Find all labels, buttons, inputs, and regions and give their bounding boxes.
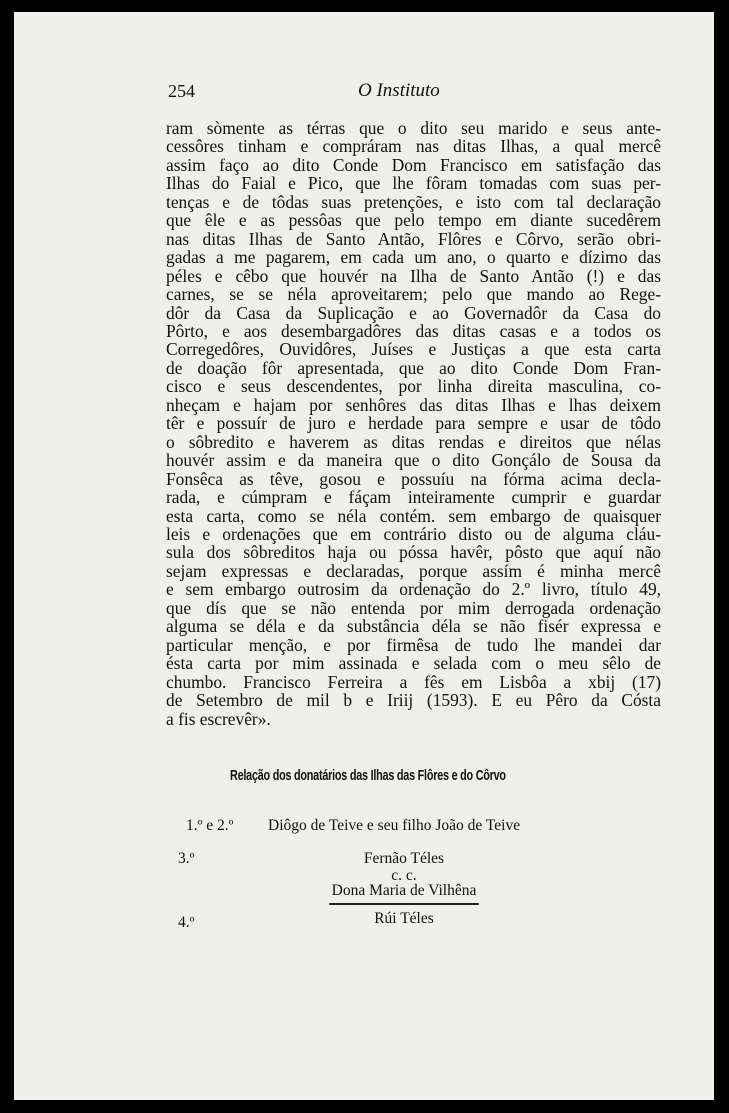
generation-label: 1.º e 2.º: [186, 817, 234, 834]
donatary-name: Fernão Téles: [363, 850, 445, 867]
text-line: Ilhas do Faial e Pico, que lhe fôram tomadas com suas per-: [166, 173, 661, 194]
text-line: dôr da Casa da Suplicação e ao Governadôr da Casa do: [166, 302, 661, 323]
text-line: tenças e de tôdas suas pretenções, e isto com tal declaração: [166, 191, 661, 212]
donatary-name: Rúi Téles: [374, 910, 434, 927]
text-line: leis e ordenações que em contrário disto ou de alguma cláu-: [166, 523, 661, 544]
text-line: o sôbredito e haverem as ditas rendas e direitos que nélas: [166, 431, 661, 452]
text-line: nheçam e hajam por senhôres das ditas Ilhas e lhas deixem: [166, 394, 661, 415]
descent-divider: [329, 903, 479, 905]
body-text: [166, 119, 661, 728]
text-line: que dís que se não entenda por mim derrogada ordenação: [166, 597, 661, 618]
text-line: péles e cêbo que houvér na Ilha de Santo Antão (!) e das: [166, 265, 661, 286]
text-line: chumbo. Francisco Ferreira a fês em Lisbôa a xbij (17): [166, 671, 661, 692]
text-line: de Setembro de mil b e Iriij (1593). E eu Pêro da Cósta: [166, 690, 661, 711]
married-to-abbrev: c. c.: [391, 867, 417, 884]
document-page: [14, 12, 714, 1100]
text-line: de doação fôr apresentada, que ao dito Conde Dom Fran-: [166, 357, 661, 378]
text-line: esta carta, como se néla contém. sem embargo de quaisquer: [166, 505, 661, 526]
text-line: têr e possuír de juro e herdade para sempre e usar de tôdo: [166, 413, 661, 434]
text-line: particular menção, e por firmêsa de tudo lhe mandei dar: [166, 634, 661, 655]
text-line: Fonsêca as têve, gosou e possuíu na fórma acima decla-: [166, 468, 661, 489]
text-line: sula dos sôbreditos haja ou póssa havêr, pôsto que aquí não: [166, 542, 661, 563]
generation-label: 4.º: [178, 914, 195, 931]
text-line: a fis escrevêr».: [166, 708, 271, 729]
text-line: ésta carta por mim assinada e selada com o meu sêlo de: [166, 653, 661, 674]
page-number: 254: [168, 81, 195, 101]
section-heading: Relação dos donatários das Ilhas das Flôres e do Côrvo: [230, 767, 506, 784]
text-line: carnes, se se néla aproveitarem; pelo que mando ao Rege-: [166, 284, 661, 305]
generation-label: 3.º: [178, 850, 195, 867]
text-line: alguma se déla e da substância déla se não fisér expressa e: [166, 616, 661, 637]
text-line: rada, e cúmpram e fáçam inteiramente cumprir e guardar: [166, 487, 661, 508]
text-line: que êle e as pessôas que pelo tempo em diante sucedêrem: [166, 210, 661, 231]
text-line: sejam expressas e declaradas, porque assím é minha mercê: [166, 560, 661, 581]
text-line: gadas a me pagarem, em cada um ano, o quarto e dízimo das: [166, 247, 661, 268]
donatary-name: Diôgo de Teive e seu filho João de Teive: [268, 817, 521, 834]
text-line: assim faço ao dito Conde Dom Francisco em satisfação das: [166, 154, 661, 175]
text-line: e sem embargo outrosim da ordenação do 2.º livro, título 49,: [166, 579, 661, 600]
text-line: nas ditas Ilhas de Santo Antão, Flôres e Côrvo, serão obri-: [166, 228, 661, 249]
spouse-name: Dona Maria de Vilhêna: [331, 882, 477, 899]
text-line: Corregedôres, Ouvidôres, Juíses e Justiças a que esta carta: [166, 339, 661, 360]
text-line: cessôres tinham e compráram nas ditas Ilhas, a qual mercê: [166, 136, 661, 157]
text-line: houvér assim e da maneira que o dito Gonçálo de Sousa da: [166, 450, 661, 471]
running-title: O Instituto: [358, 80, 440, 101]
text-line: Pôrto, e aos desembargadôres das ditas casas e a todos os: [166, 320, 661, 341]
text-line: ram sòmente as térras que o dito seu marido e seus ante-: [166, 118, 661, 138]
text-line: cisco e seus descendentes, por linha direita masculina, co-: [166, 376, 661, 397]
